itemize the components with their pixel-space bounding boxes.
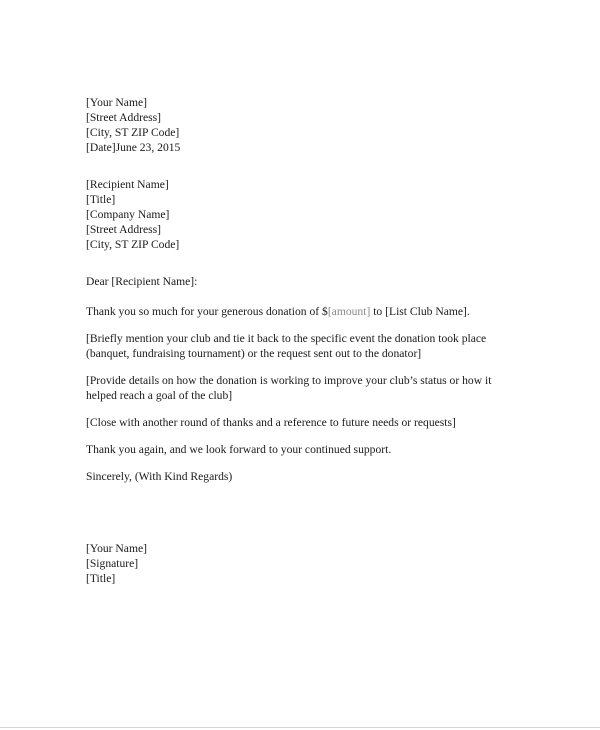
signature-line: [Signature] <box>86 557 139 570</box>
sender-street: [Street Address] <box>86 111 162 124</box>
recipient-company: [Company Name] <box>86 208 170 221</box>
letter-body <box>86 95 516 586</box>
mention-line-1: [Briefly mention your club and tie it back to the specific event the donation took place <box>86 332 487 345</box>
recipient-street: [Street Address] <box>86 223 162 236</box>
amount-placeholder: [amount] <box>327 305 371 318</box>
thanks-paragraph <box>86 304 516 319</box>
details-line-2: helped reach a goal of the club] <box>86 389 233 402</box>
recipient-name: [Recipient Name] <box>86 178 169 191</box>
sender-city: [City, ST ZIP Code] <box>86 126 180 139</box>
signature-block <box>86 541 516 586</box>
details-line-1: [Provide details on how the donation is working to improve your club’s status or how it <box>86 374 492 387</box>
letter-date: [Date]June 23, 2015 <box>86 141 181 154</box>
close-paragraph: [Close with another round of thanks and a reference to future needs or requests] <box>86 416 456 429</box>
closing: Sincerely, (With Kind Regards) <box>86 470 233 483</box>
recipient-city: [City, ST ZIP Code] <box>86 238 180 251</box>
mention-paragraph <box>86 331 516 361</box>
signature-title: [Title] <box>86 572 116 585</box>
mention-line-2: (banquet, fundraising tournament) or the request sent out to the donator] <box>86 347 422 360</box>
thanks-prefix: Thank you so much for your generous donation of $ <box>86 305 328 318</box>
details-paragraph <box>86 373 516 403</box>
sender-address-block <box>86 95 516 155</box>
thanks-suffix: to [List Club Name]. <box>370 305 470 318</box>
recipient-address-block <box>86 177 516 252</box>
recipient-title: [Title] <box>86 193 116 206</box>
signature-name: [Your Name] <box>86 542 147 555</box>
sender-name: [Your Name] <box>86 96 147 109</box>
page-bottom-border <box>0 727 600 728</box>
salutation: Dear [Recipient Name]: <box>86 275 198 288</box>
thanks-again-paragraph: Thank you again, and we look forward to your continued support. <box>86 443 392 456</box>
